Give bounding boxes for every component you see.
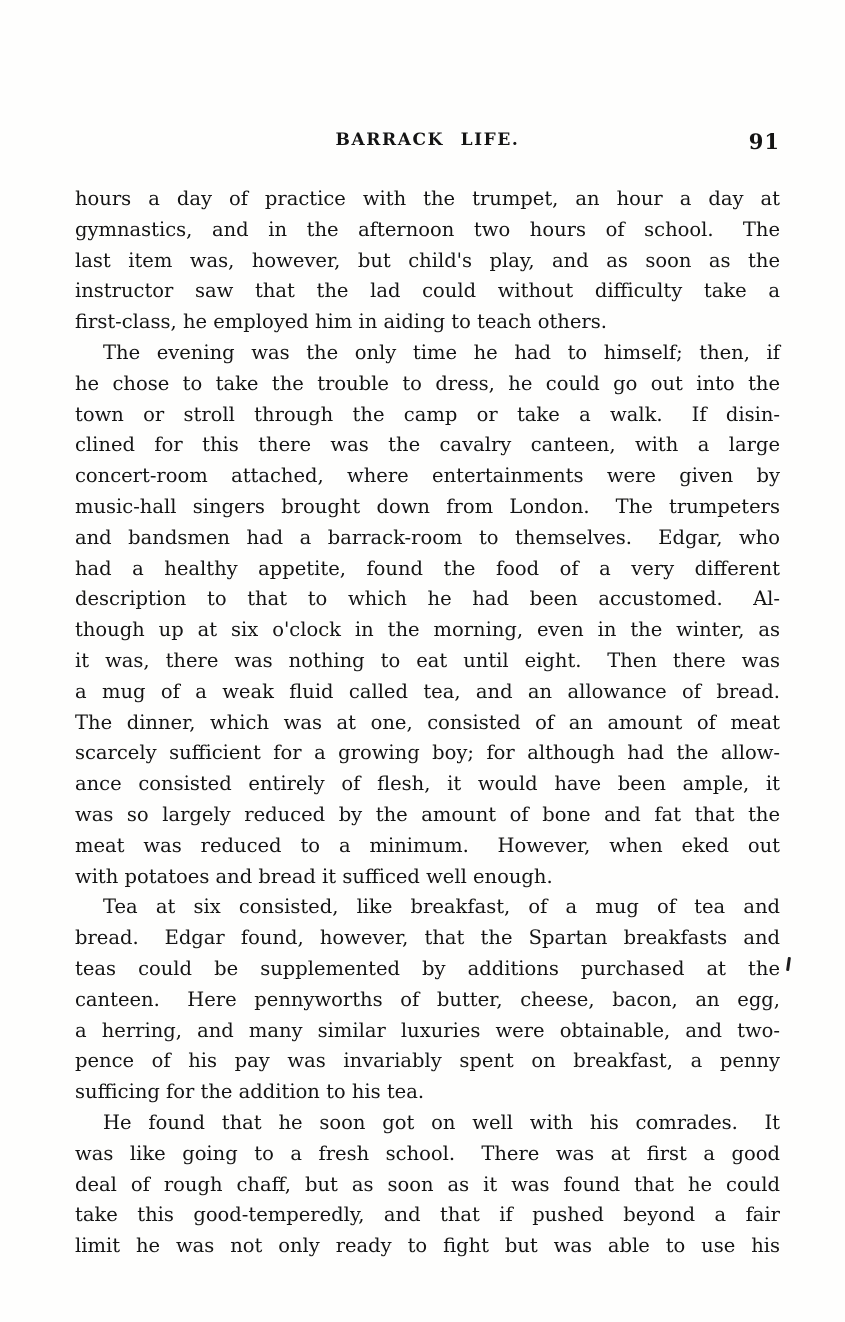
text-line: meat was reduced to a minimum. However, when eked out [75,833,780,857]
paragraph [75,1108,780,1262]
text-line: deal of rough chaff, but as soon as it was found that he could [75,1172,780,1196]
text-line: had a healthy appetite, found the food of a very different [75,556,780,580]
text-line: sufficing for the addition to his tea. [75,1080,425,1104]
text-line: The dinner, which was at one, consisted of an amount of meat [75,710,780,734]
text-line: Tea at six consisted, like breakfast, of a mug of tea and [103,895,780,919]
text-line: hours a day of practice with the trumpet, an hour a day at [75,187,780,210]
text-line: concert-room attached, where entertainments were given by [75,464,780,488]
paragraph [75,338,780,892]
text-line: with potatoes and bread it sufficed well enough. [75,864,553,888]
text-line: a mug of a weak fluid called tea, and an allowance of bread. [75,679,780,703]
page-number: 91 [748,129,780,154]
text-line: The evening was the only time he had to himself; then, if [103,340,780,364]
text-line: take this good-temperedly, and that if pushed beyond a fair [75,1203,780,1227]
paragraph [75,184,780,338]
text-line: first-class, he employed him in aiding to teach others. [75,310,607,334]
text-line: music-hall singers brought down from London. The trumpeters [75,494,780,518]
text-line: was so largely reduced by the amount of bone and fat that the [75,802,780,826]
text-line: it was, there was nothing to eat until eight. Then there was [75,648,780,672]
text-line: town or stroll through the camp or take a walk. If disin- [75,402,780,426]
text-line: clined for this there was the cavalry canteen, with a large [75,433,780,457]
running-header [75,130,780,156]
text-line: teas could be supplemented by additions purchased at the [75,956,780,980]
scan-artifact-mark [786,957,791,971]
text-line: he chose to take the trouble to dress, he could go out into the [75,371,780,395]
text-line: ance consisted entirely of flesh, it would have been ample, it [75,772,780,796]
text-line: He found that he soon got on well with his comrades. It [103,1110,780,1134]
text-line: though up at six o'clock in the morning, even in the winter, as [75,618,780,642]
page-body [75,184,780,1262]
text-line: scarcely sufficient for a growing boy; for although had the allow- [75,741,780,765]
text-line: and bandsmen had a barrack-room to themselves. Edgar, who [75,525,780,549]
text-line: instructor saw that the lad could without difficulty take a [75,279,780,303]
text-line: bread. Edgar found, however, that the Spartan breakfasts and [75,926,780,950]
text-line: description to that to which he had been accustomed. Al- [75,587,780,611]
text-line: gymnastics, and in the afternoon two hours of school. The [75,217,780,241]
text-line: limit he was not only ready to fight but was able to use his [75,1234,780,1258]
text-line: last item was, however, but child's play, and as soon as the [75,248,780,272]
text-line: was like going to a fresh school. There was at first a good [75,1141,780,1165]
text-line: canteen. Here pennyworths of butter, cheese, bacon, an egg, [75,987,780,1011]
text-line: pence of his pay was invariably spent on breakfast, a penny [75,1049,780,1073]
text-line: a herring, and many similar luxuries were obtainable, and two- [75,1018,780,1042]
paragraph [75,892,780,1108]
chapter-header: BARRACK LIFE. [335,130,520,150]
